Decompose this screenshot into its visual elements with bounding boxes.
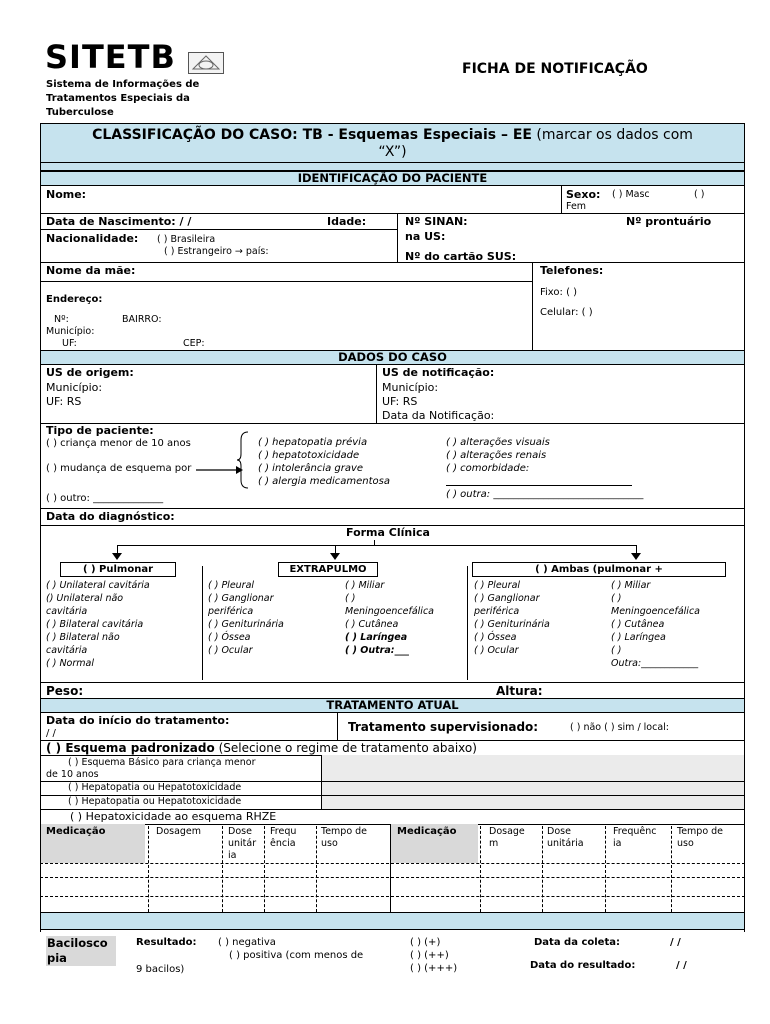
us-notificacao-label: US de notificação: [382,366,495,379]
notif-uf: UF: RS [382,395,418,408]
med-row-line-1 [40,863,745,864]
telefone-celular[interactable]: Celular: ( ) [540,307,593,318]
data-inicio-value[interactable]: / / [46,728,56,739]
positivo-3[interactable]: ( ) (+++) [410,963,458,974]
resultado-positiva[interactable]: ( ) positiva (com menos de [229,950,364,961]
origem-municipio: Município: [46,381,103,394]
nacionalidade-label: Nacionalidade: [46,232,139,245]
data-resultado-label: Data do resultado: [530,960,636,971]
baciloscopia-label [46,936,116,966]
brace-icon [236,430,250,493]
supervisionado-options[interactable]: ( ) não ( ) sim / local: [570,722,669,733]
section-treatment: TRATAMENTO ATUAL [40,698,745,713]
extra-ganglionar[interactable]: ( ) Ganglionar [208,593,274,604]
sinan-label: Nº SINAN: [405,215,468,228]
ambas-cutanea[interactable]: ( ) Cutânea [611,619,665,630]
extra-miliar[interactable]: ( ) Miliar [345,580,385,591]
pulmonar-bilateral-cav[interactable]: ( ) Bilateral cavitária [46,619,144,630]
nome-label: Nome: [46,188,87,201]
supervisionado-label: Tratamento supervisionado: [348,720,539,734]
extra-outra[interactable]: ( ) Outra:___ [345,645,409,656]
forma-clinica-label: Forma Clínica [346,526,430,539]
sexo-blank-option[interactable]: ( ) [694,189,705,200]
extra-laringea[interactable]: ( ) Laríngea [345,632,408,643]
logo-text: SITETB [45,38,176,76]
section-case: DADOS DO CASO [40,350,745,365]
ambas-periferica: periférica [474,606,520,617]
resultado-negativa[interactable]: ( ) negativa [218,937,276,948]
regime-basico-cont: de 10 anos [46,769,99,780]
extra-periferica: periférica [208,606,254,617]
sexo-masc-option[interactable]: ( ) Masc [612,189,650,200]
col-dose: Dose unitár ia [228,826,257,861]
notif-municipio: Município: [382,381,439,394]
ambas-outra-label: Outra:____________ [611,658,699,669]
ambas-ocular[interactable]: ( ) Ocular [474,645,519,656]
baciloscopia-label-2: pia [47,951,67,965]
regime-hepatopatia-2[interactable]: ( ) Hepatopatia ou Hepatotoxicidade [68,796,242,807]
ambas-ossea[interactable]: ( ) Óssea [474,632,517,643]
origem-uf: UF: RS [46,395,82,408]
tipo-outro-option[interactable]: ( ) outro: ______________ [46,493,164,504]
esquema-padronizado-label: ( ) Esquema padronizado [46,741,215,755]
tipo-crianca-option[interactable]: ( ) criança menor de 10 anos [46,438,191,449]
motivo-outra[interactable]: ( ) outra: ______________________________ [446,489,644,500]
pulmonar-unilateral-cav[interactable]: ( ) Unilateral cavitária [46,580,150,591]
nome-mae-label: Nome da mãe: [46,264,136,277]
ambas-laringea[interactable]: ( ) Laríngea [611,632,666,643]
med-row-line-3 [40,896,745,897]
form-title: FICHA DE NOTIFICAÇÃO [462,61,648,77]
col-freq: Frequ ência [270,826,297,849]
ambas-option[interactable]: ( ) Ambas (pulmonar + [472,562,726,577]
pulmonar-cavitaria-2: cavitária [46,645,88,656]
resultado-label: Resultado: [136,937,197,948]
esquema-padronizado-note: (Selecione o regime de tratamento abaixo) [218,741,477,755]
positivo-1[interactable]: ( ) (+) [410,937,441,948]
municipio-label: Município: [46,326,95,337]
col-tempo-2: Tempo de uso [677,826,724,849]
numero-label: Nº: [54,314,69,325]
idade-label: Idade: [327,215,367,228]
extra-meningo-label: Meningoencefálica [345,606,434,617]
regimen-grid-bg [321,755,744,809]
section-identification: IDENTIFICAÇÃO DO PACIENTE [40,171,745,186]
pulmonar-normal[interactable]: ( ) Normal [46,658,94,669]
pulmonar-unilateral-nao[interactable]: () Unilateral não [46,593,124,604]
system-name-line2: Tratamentos Especiais da [46,93,190,104]
arrow-extra-icon [330,553,340,560]
system-name-line1: Sistema de Informações de [46,79,200,90]
bairro-label: BAIRRO: [122,314,162,325]
col-freq-2: Frequênc ia [613,826,657,849]
motivo-hepatopatia[interactable]: ( ) hepatopatia prévia [258,437,368,448]
data-notificacao-label: Data da Notificação: [382,409,495,422]
motivo-alteracoes-renais[interactable]: ( ) alterações renais [446,450,547,461]
pulmonar-bilateral-nao[interactable]: ( ) Bilateral não [46,632,120,643]
extrapulmonar-option[interactable]: EXTRAPULMO [278,562,378,577]
resultado-positiva-cont [136,964,184,975]
col-medicacao-2: Medicação [397,826,457,837]
uf-label: UF: [62,338,77,349]
data-coleta-label: Data da coleta: [534,937,620,948]
endereco-label: Endereço: [46,294,103,305]
prontuario-label: Nº prontuário [626,215,712,228]
altura-label: Altura: [496,684,543,698]
cep-label: CEP: [183,338,205,349]
ambas-miliar[interactable]: ( ) Miliar [611,580,651,591]
form-left-border [40,186,41,932]
estrangeiro-option[interactable]: ( ) Estrangeiro → país: [164,246,269,257]
sexo-label: Sexo: [566,188,601,201]
motivo-alteracoes-visuais[interactable]: ( ) alterações visuais [446,437,550,448]
logo-emblem-icon [188,52,224,74]
comorbidade-line [446,485,632,486]
ambas-pleural[interactable]: ( ) Pleural [474,580,521,591]
cartao-sus-label: Nº do cartão SUS: [405,250,517,263]
motivo-comorbidade[interactable]: ( ) comorbidade: [446,463,530,474]
arrow-ambas-icon [631,553,641,560]
na-us-label: na US: [405,230,446,243]
data-coleta-value[interactable]: / / [670,937,681,948]
col-tempo: Tempo de uso [321,826,368,849]
spacer-band [40,163,745,171]
data-resultado-value[interactable]: / / [676,960,687,971]
ambas-meningo[interactable]: ( ) [611,593,622,604]
classification-note-2: “X”) [378,144,407,160]
pulmonar-option[interactable]: ( ) Pulmonar [60,562,176,577]
tipo-paciente-label: Tipo de paciente: [46,424,154,437]
extra-meningo[interactable]: ( ) [345,593,356,604]
motivo-alergia[interactable]: ( ) alergia medicamentosa [258,476,391,487]
ambas-meningo-label: Meningoencefálica [611,606,700,617]
col-dose-2: Dose unitária [547,826,584,849]
col-dosagem: Dosagem [156,826,202,837]
classification-title: CLASSIFICAÇÃO DO CASO: TB - Esquemas Especiais – EE [92,127,532,143]
esquema-padronizado[interactable] [46,741,477,755]
regime-hepatopatia-1[interactable]: ( ) Hepatopatia ou Hepatotoxicidade [68,782,242,793]
us-origem-label: US de origem: [46,366,134,379]
extra-ocular[interactable]: ( ) Ocular [208,645,253,656]
baciloscopia-label-1: Bacilosco [47,936,108,950]
med-row-line-2 [40,877,745,878]
sexo-fem-option[interactable]: Fem [566,201,587,212]
ambas-geniturinaria[interactable]: ( ) Geniturinária [474,619,550,630]
arrow-pulmonar-icon [112,553,122,560]
data-inicio-label: Data do início do tratamento: [46,714,230,727]
extra-geniturinaria[interactable]: ( ) Geniturinária [208,619,284,630]
peso-label: Peso: [46,684,84,698]
classification-note: (marcar os dados com [536,127,693,143]
tipo-mudanca-option[interactable]: ( ) mudança de esquema por [46,463,192,474]
telefone-fixo[interactable]: Fixo: ( ) [540,287,578,298]
extra-ossea[interactable]: ( ) Óssea [208,632,251,643]
pulmonar-cavitaria-1: cavitária [46,606,88,617]
extra-pleural[interactable]: ( ) Pleural [208,580,255,591]
extra-cutanea[interactable]: ( ) Cutânea [345,619,399,630]
ambas-ganglionar[interactable]: ( ) Ganglionar [474,593,540,604]
brasileira-option[interactable]: ( ) Brasileira [157,234,216,245]
motivo-hepatotoxicidade[interactable]: ( ) hepatotoxicidade [258,450,360,461]
motivo-intolerancia[interactable]: ( ) intolerância grave [258,463,364,474]
classification-banner [40,123,745,163]
col-medicacao: Medicação [46,826,106,837]
regime-basico[interactable]: ( ) Esquema Básico para criança menor [68,757,256,768]
ambas-outra[interactable]: ( ) [611,645,622,656]
positivo-2[interactable]: ( ) (++) [410,950,449,961]
telefones-label: Telefones: [540,264,604,277]
system-name-line3: Tuberculose [46,107,114,118]
regime-rhze[interactable]: ( ) Hepatoxicidade ao esquema RHZE [70,810,277,823]
col-dosagem-2: Dosage m [489,826,525,849]
data-nascimento-label: Data de Nascimento: / / [46,215,192,228]
blue-band [40,912,745,930]
bacilos-text: 9 bacilos) [136,964,185,975]
form-right-border [744,186,745,932]
data-diagnostico-label: Data do diagnóstico: [46,510,175,523]
